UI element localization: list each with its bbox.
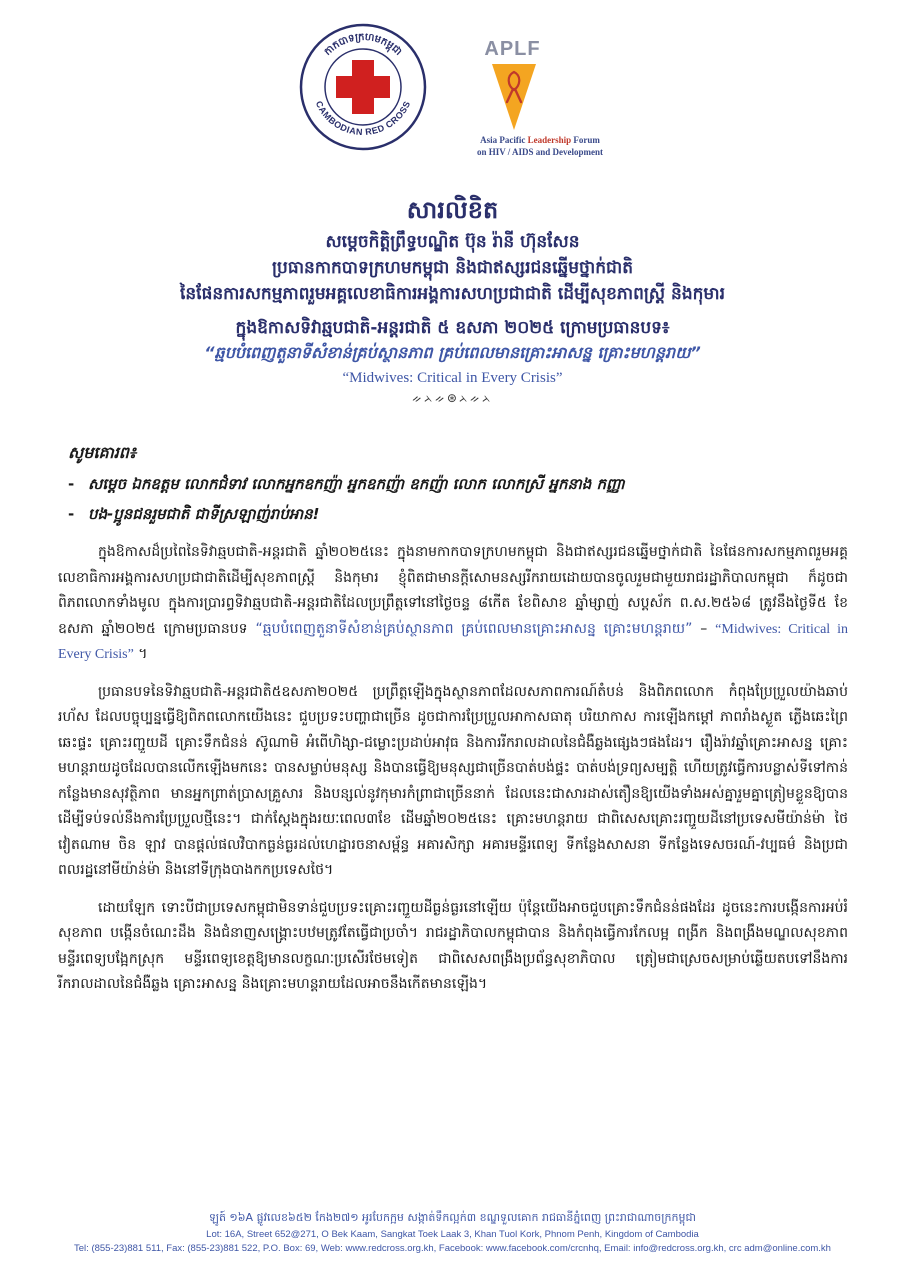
footer: [0, 1210, 905, 1256]
footer-address-en: Lot: 16A, Street 652@271, O Bek Kaam, Sangkat Toek Laak 3, Khan Tuol Kork, Phnom Penh, Kingdom of Cambodia: [206, 1229, 699, 1240]
footer-contacts: Tel: (855-23)881 511, Fax: (855-23)881 522, P.O. Box: 69, Web: www.redcross.org.kh, Facebook: www.facebook.com/crcnhq, Email: info@redcross.org.kh, crc adm@online.com.kh: [74, 1243, 831, 1254]
paragraph-2: ប្រធានបទនៃទិវាឆ្មបជាតិ-អន្តរជាតិ៥ឧសភា២០២៥ ប្រព្រឹត្តឡើងក្នុងស្ថានភាពដែលសភាពការណ៍តំបន់ និងពិភពលោក កំពុងប្រែប្រួលយ៉ាងឆាប់រហ័ស ដែលបច្ចុប្បន្នធ្វើឱ្យពិភពលោកយើងនេះ ជួបប្រទះបញ្ហាជាច្រើន ដូចជាការប្រែប្រួលអាកាសធាតុ បរិយាកាស ការឡើងកម្តៅ ភាពរាំងស្ងួត ភ្លើងឆេះព្រៃ ឆេះផ្ទះ គ្រោះរញ្ជួយដី គ្រោះទឹកជំនន់ ស៊ូណាមិ អំពើហិង្សា-ជម្លោះប្រដាប់អាវុធ និងការរីករាលដាលនៃជំងឺឆ្លងផ្សេងៗផងដែរ។ រឿងរ៉ាវឆ្នាំគ្រោះអាសន្ន គ្រោះមហន្តរាយដូចដែលបានលើកឡើងមកនេះ បានសម្លាប់មនុស្ស និងបានធ្វើឱ្យមនុស្សជាច្រើនបាត់បង់ផ្ទះ បាត់បង់ទ្រព្យសម្បត្តិ ហើយត្រូវធ្វើការបន្លាស់ទីទៅកាន់កន្លែងមានសុវត្ថិភាព មានអ្នកព្រាត់ប្រាសគ្រួសារ និងបន្សល់នូវកុមារកំព្រាជាច្រើននាក់ ដែលនេះជាសារដាស់តឿនឱ្យយើងទាំងអស់គ្នារួមគ្នាត្រៀមខ្លួនឱ្យបានដើម្បីទប់ទល់នឹងការប្រែប្រួលថ្មីនេះ។ ជាក់ស្តែងក្នុងរយៈពេល៣ខែ ដើមឆ្នាំ២០២៥នេះ គ្រោះមហន្តរាយ ជាពិសេសគ្រោះរញ្ជួយដីនៅប្រទេសមីយ៉ាន់ម៉ា ថៃ វៀតណាម ចិន ឡាវ បានផ្តល់ផលវិបាកធ្ងន់ធ្ងរដល់ហេដ្ឋារចនាសម្ព័ន្ធ អគារសិក្សា អគារមន្ទីរពេទ្យ ទីកន្លែងសាសនា ទីកន្លែងទេសចរណ៍-វប្បធម៌ និងប្រជាពលរដ្ឋនៅមីយ៉ាន់ម៉ា និងនៅទីក្រុងបាងកកប្រទេសថៃ។: [58, 683, 848, 878]
aplf-sub-suffix: Forum: [571, 135, 600, 145]
salutation-item: - បង-ប្អូនជនរួមជាតិ ជាទីស្រឡាញ់រាប់អាន!: [88, 502, 848, 526]
salutation-item: - សម្ដេច ឯកឧត្តម លោកជំទាវ លោកអ្នកឧកញ៉ា អ្នកឧកញ៉ា ឧកញ៉ា លោក លោកស្រី អ្នកនាង កញ្ញា: [88, 472, 848, 496]
paragraph-1-text: ក្នុងឱកាសដ៏ប្រពៃនៃទិវាឆ្មបជាតិ-អន្តរជាតិ ឆ្នាំ២០២៥នេះ ក្នុងនាមកាកបាទក្រហមកម្ពុជា និងជាឥស្សរជនឆ្នើមថ្នាក់ជាតិ នៃផែនការសកម្មភាពរួមអគ្គលេខាធិការអង្គការសហប្រជាជាតិដើម្បីសុខភាពស្ត្រី និងកុមារ ខ្ញុំពិតជាមានក្តីសោមនស្សរីករាយដោយបានចូលរួមជាមួយរាជរដ្ឋាភិបាលកម្ពុជា ក៏ដូចជាពិភពលោកទាំងមូល ក្នុងការប្រារព្ធទិវាឆ្មបជាតិ-អន្តរជាតិដែលប្រព្រឹត្តទៅនៅថ្ងៃចន្ទ ៨កើត ខែពិសាខ ឆ្នាំម្សាញ់ សប្តស័ក ព.ស.២៥៦៨ ត្រូវនឹងថ្ងៃទី៥ ខែឧសភា ឆ្នាំ២០២៥ ក្រោមប្រធានបទ: [58, 544, 848, 637]
paragraph-1-dash: –: [692, 620, 716, 637]
title-block: [0, 195, 905, 406]
aplf-sub-line2: on HIV / AIDS and Development: [476, 147, 604, 157]
paragraph-1-theme-en: “Midwives: Critical in Every Crisis”: [58, 621, 849, 662]
author-role: ប្រធានកាកបាទក្រហមកម្ពុជា និងជាឥស្សរជនឆ្នើមថ្នាក់ជាតិ: [271, 258, 634, 278]
author-role-2: នៃផែនការសកម្មភាពរួមអគ្គលេខាធិការអង្គការសហប្រជាជាតិ ដើម្បីសុខភាពស្ត្រី និងកុមារ: [180, 284, 725, 304]
aplf-ribbon-triangle-icon: [492, 64, 536, 130]
aplf-sub-prefix: Asia Pacific: [480, 135, 528, 145]
theme-khmer: “ឆ្មបបំពេញតួនាទីសំខាន់គ្រប់ស្ថានភាព គ្រប់ពេលមានគ្រោះអាសន្ន គ្រោះមហន្តរាយ”: [204, 343, 701, 362]
aplf-subtitle: [460, 134, 620, 158]
salutation-title: សូមគោរព៖: [68, 443, 136, 462]
aplf-logo: [470, 28, 620, 158]
theme-english: “Midwives: Critical in Every Crisis”: [342, 370, 563, 386]
footer-address-kh: ឡូត៍ ១៦A ផ្លូវលេខ៦៥២ កែង២៧១ អូរបែកក្អម សង្កាត់ទឹកល្អក់៣ ខណ្ឌទួលគោក រាជធានីភ្នំពេញ ព្រះរាជាណាចក្រកម្ពុជា: [209, 1211, 696, 1224]
paragraph-1-theme-kh: “ឆ្មបបំពេញតួនាទីសំខាន់គ្រប់ស្ថានភាព គ្រប់ពេលមានគ្រោះអាសន្ន គ្រោះមហន្តរាយ”: [255, 620, 693, 637]
svg-text:កាកបាទក្រហមកម្ពុជា: [322, 32, 403, 58]
author-name: សម្ដេចកិត្តិព្រឹទ្ធបណ្ឌិត ប៊ុន រ៉ានី ហ៊ុនសែន: [325, 232, 580, 252]
red-cross-emblem-icon: [298, 22, 428, 152]
paragraph-3: ដោយឡែក ទោះបីជាប្រទេសកម្ពុជាមិនទាន់ជួបប្រទះគ្រោះរញ្ជួយដីធ្ងន់ធ្ងរនៅឡើយ ប៉ុន្តែយើងអាចជួបគ្រោះទឹកជំនន់ផងដែរ ដូចនេះការបង្កើនការអប់រំសុខភាព បង្កើនចំណេះដឹង និងជំនាញសង្គ្រោះបឋមត្រូវតែធ្វើជាប្រចាំ។ រាជរដ្ឋាភិបាលកម្ពុជាបាន និងកំពុងធ្វើការកែលម្អ ពង្រីក និងពង្រឹងមណ្ឌលសុខភាព មន្ទីរពេទ្យបង្អែកស្រុក មន្ទីរពេទ្យខេត្តឱ្យមានលក្ខណៈប្រសើរថែមទៀត ជាពិសេសពង្រឹងប្រព័ន្ធសុខាភិបាល ត្រៀមជាស្រេចសម្រាប់ឆ្លើយតបទៅនឹងការរីករាលដាលនៃជំងឺឆ្លង គ្រោះអាសន្ន និងគ្រោះមហន្តរាយដែលអាចនឹងកើតមានឡើង។: [58, 899, 848, 992]
document-title: សារលិខិត: [406, 196, 499, 224]
paragraph-1-end: ។: [133, 646, 148, 662]
salutation: [68, 442, 848, 532]
letter-body: [58, 540, 848, 1010]
crc-ring-text-kh: កាកបាទក្រហមកម្ពុជា: [322, 31, 404, 58]
aplf-title: APLF: [484, 38, 541, 60]
crc-ring-text-en: CAMBODIAN RED CROSS: [313, 99, 413, 138]
occasion-line: ក្នុងឱកាសទិវាឆ្មបជាតិ-អន្តរជាតិ ៥ ឧសភា ២០២៥ ក្រោមប្រធានបទ៖: [235, 318, 670, 338]
salutation-list: [68, 472, 848, 526]
paragraph-1: [58, 540, 848, 668]
title-ornament: ᨀᨂᨀ⊛ᨂᨀᨂ: [412, 391, 493, 405]
aplf-sub-highlight: Leadership: [527, 135, 572, 145]
crc-logo: [298, 22, 428, 152]
